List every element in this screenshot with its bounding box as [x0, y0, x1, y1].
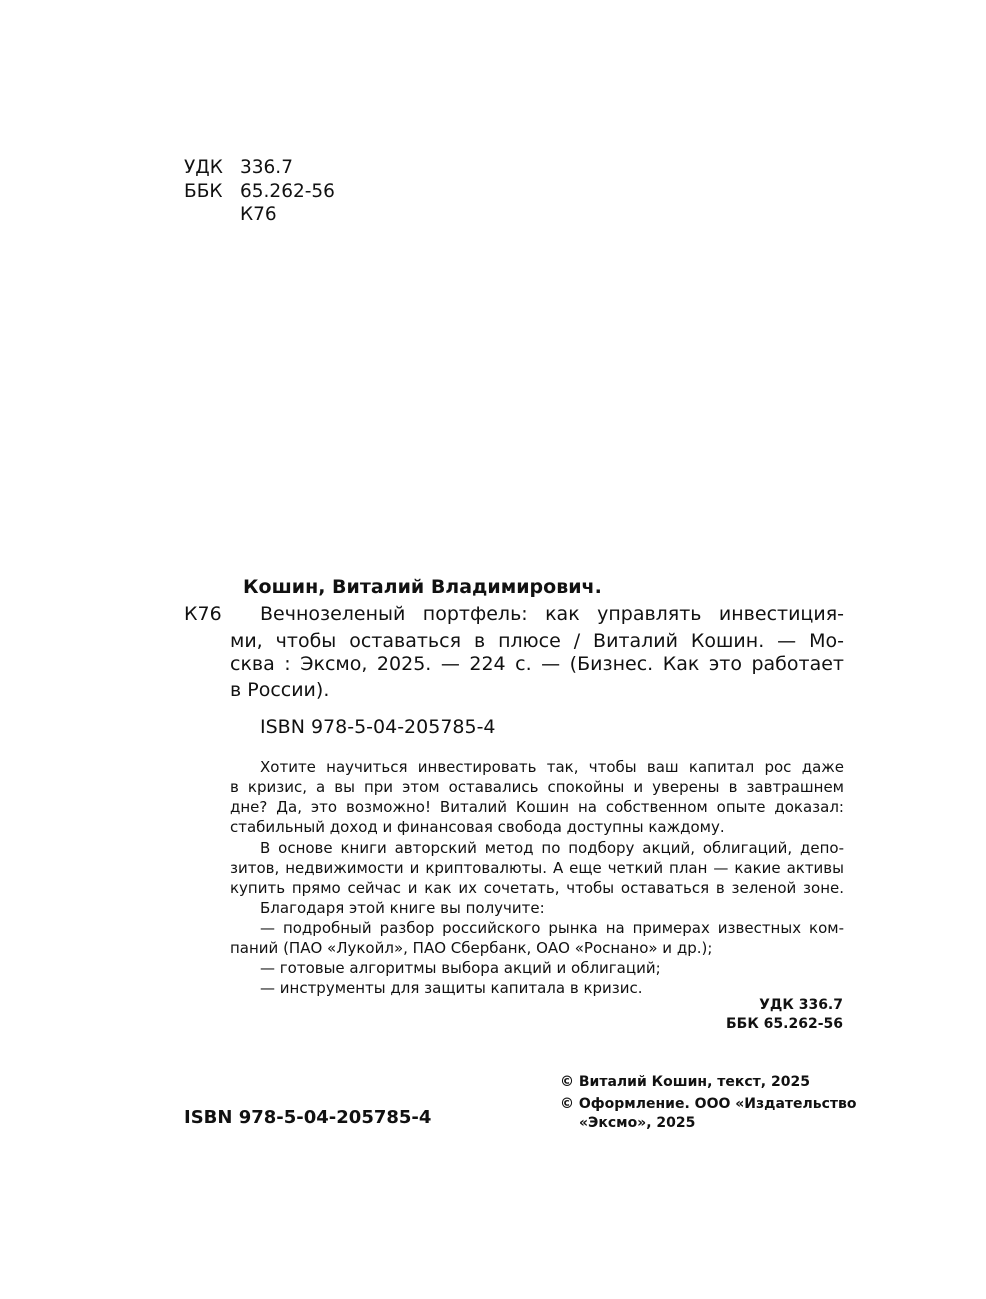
bib-line: сква : Эксмо, 2025. — 224 с. — (Бизнес. Как это работает: [230, 653, 844, 675]
bib-line: в России).: [230, 679, 330, 701]
bbk-label: ББК: [184, 181, 223, 202]
udk-value: 336.7: [240, 157, 293, 178]
author-sign: К76: [240, 204, 277, 225]
copyright-design: © Оформление. ООО «Издательство: [560, 1096, 857, 1112]
annotation-line: стабильный доход и финансовая свобода доступны каждому.: [230, 818, 725, 836]
annotation-line: — инструменты для защиты капитала в кризис.: [260, 979, 643, 997]
bbk-value: 65.262-56: [240, 181, 335, 202]
annotation-line: зитов, недвижимости и криптовалюты. А еще четкий план — какие активы: [230, 859, 844, 877]
annotation-line: купить прямо сейчас и как их сочетать, чтобы оставаться в зеленой зоне.: [230, 879, 844, 897]
annotation-udk: УДК 336.7: [759, 997, 843, 1013]
annotation-bbk: ББК 65.262-56: [726, 1016, 843, 1032]
annotation-line: В основе книги авторский метод по подбору акций, облигаций, депо-: [260, 839, 844, 857]
copyright-design-continued: «Эксмо», 2025: [579, 1115, 696, 1131]
annotation-line: — готовые алгоритмы выбора акций и облигаций;: [260, 959, 661, 977]
isbn-footer: ISBN 978-5-04-205785-4: [184, 1107, 432, 1128]
annotation-line: дне? Да, это возможно! Виталий Кошин на собственном опыте доказал:: [230, 798, 844, 816]
annotation-line: Хотите научиться инвестировать так, чтобы ваш капитал рос даже: [260, 758, 844, 776]
annotation-line: — подробный разбор российского рынка на примерах известных ком-: [260, 919, 844, 937]
bib-line: Вечнозеленый портфель: как управлять инвестиция-: [260, 603, 844, 625]
isbn-main: ISBN 978-5-04-205785-4: [260, 716, 496, 738]
udk-label: УДК: [184, 157, 223, 178]
bib-line: ми, чтобы оставаться в плюсе / Виталий Кошин. — Мо-: [230, 630, 844, 652]
author-name: Кошин, Виталий Владимирович.: [243, 576, 602, 598]
annotation-line: паний (ПАО «Лукойл», ПАО Сбербанк, ОАО «Роснано» и др.);: [230, 939, 713, 957]
bib-author-sign: К76: [184, 603, 222, 625]
annotation-line: в кризис, а вы при этом оставались спокойны и уверены в завтрашнем: [230, 778, 844, 796]
annotation-line: Благодаря этой книге вы получите:: [260, 899, 545, 917]
copyright-text: © Виталий Кошин, текст, 2025: [560, 1074, 810, 1090]
